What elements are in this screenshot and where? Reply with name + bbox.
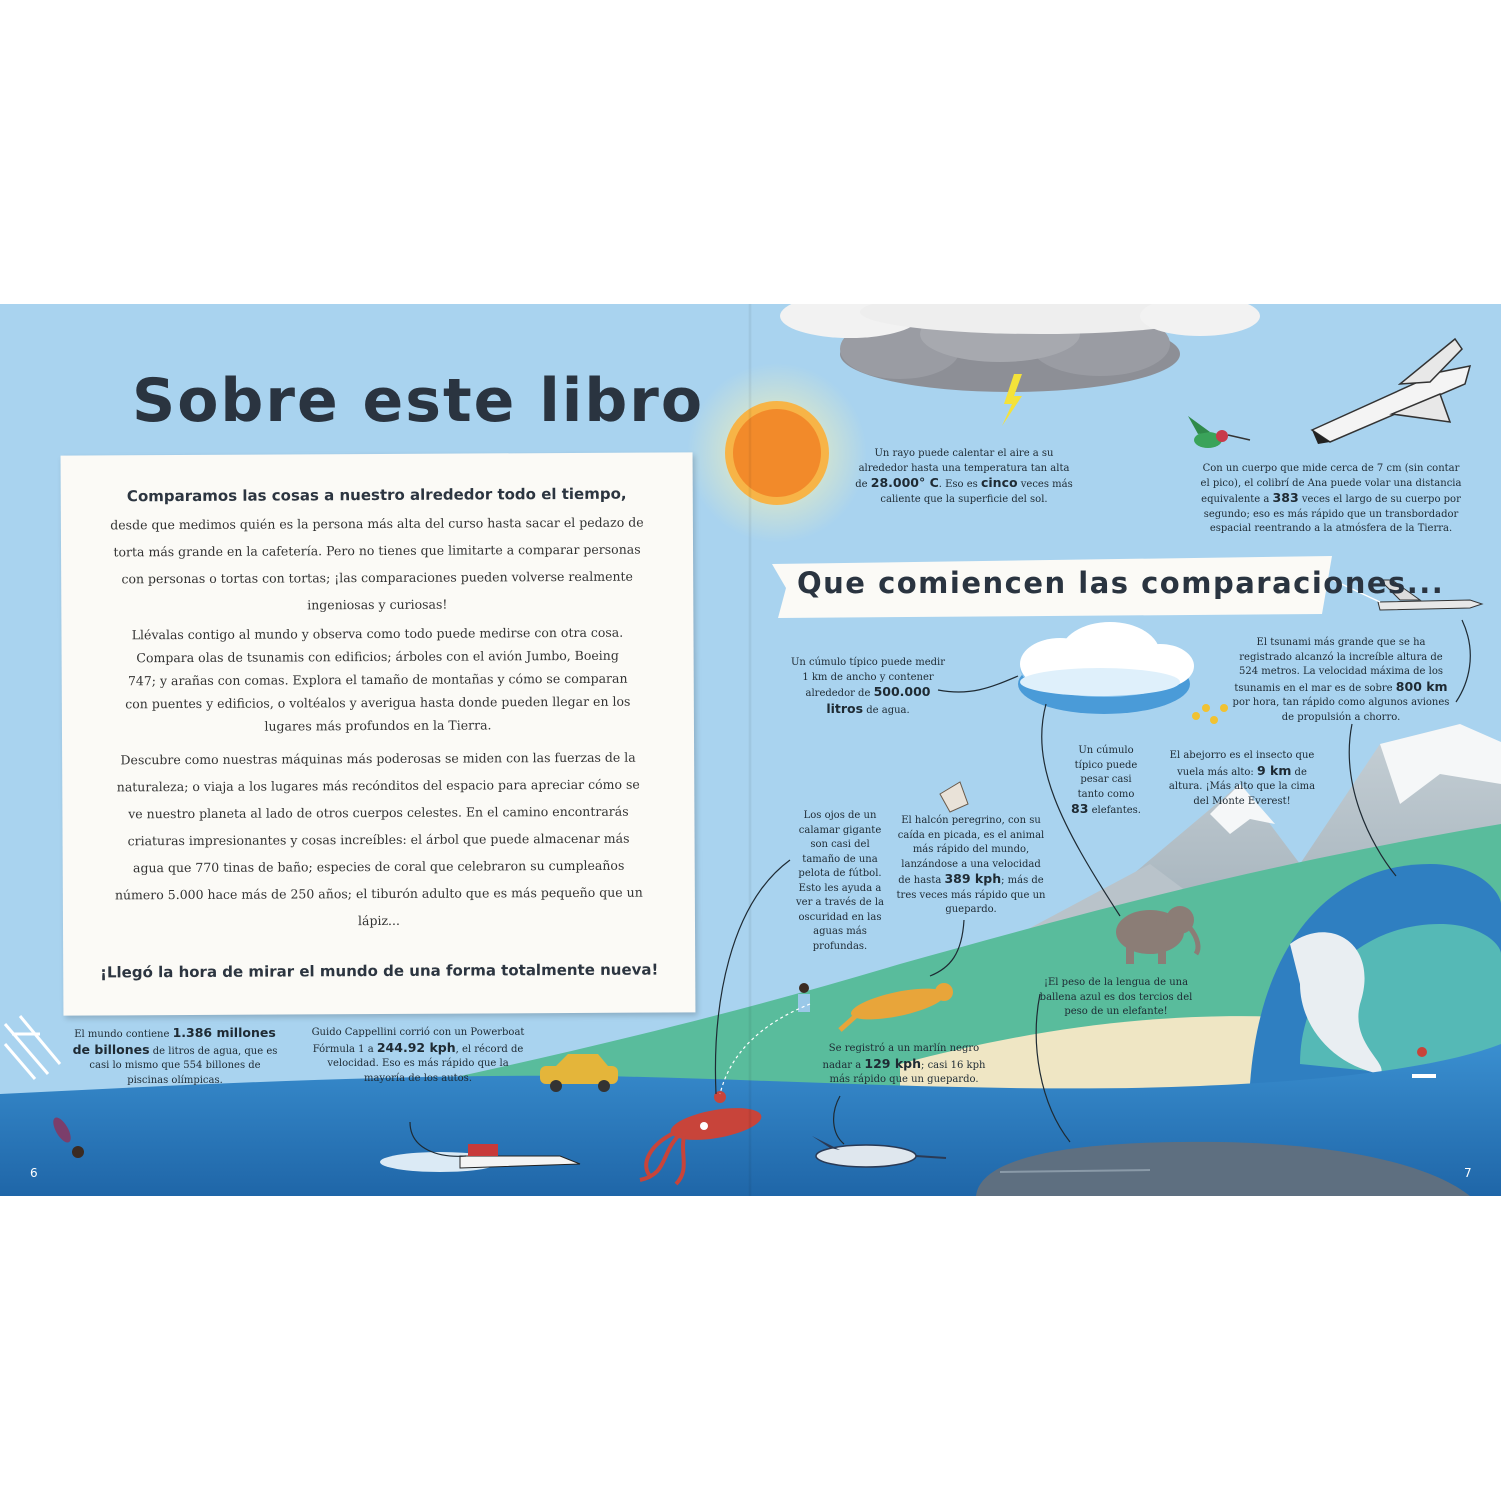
page-number-left: 6 xyxy=(30,1166,38,1180)
powerboat-fact-text-a: Guido Cappellini corrió con un Powerboat Fórmula 1 a xyxy=(311,1027,525,1055)
intro-paragraph-3: Descubre como nuestras máquinas más poderosas se miden con las fuerzas de la naturaleza; o viaja a los lugares más recónditos del espacio para apreciar cómo se ve nuestro planeta al lado de otros cuerpos celestes. En el camino encontrarás criaturas impresionantes y cosas increíbles: el árbol que puede almacenar más agua que 770 tinas de baño; especies de coral que celebraron su cumpleaños número 5.000 hace más de 250 años; el tiburón adulto que es más pequeño que un lápiz... xyxy=(114,749,643,929)
cumulus-weight-highlight: 83 xyxy=(1071,801,1089,816)
tsunami-text-b: por hora, tan rápido como algunos aviones de propulsión a chorro. xyxy=(1232,697,1450,723)
water-fact xyxy=(70,1026,280,1088)
pool-ladder-icon xyxy=(5,1016,60,1079)
space-shuttle-icon xyxy=(1312,339,1470,444)
intro-paragraph-2: Llévalas contigo al mundo y observa como todo puede medirse con otra cosa. Compara olas de tsunamis con edificios; árboles con el avión Jumbo, Boeing 747; y arañas con comas. Explora el tamaño de montañas y cómo se comparan con puentes y edificios, o voltéalos y averigua hasta donde pueden llegar en los lugares más profundos en la Tierra. xyxy=(125,624,631,734)
intro-lead: Comparamos las cosas a nuestro alrededor todo el tiempo, xyxy=(126,484,627,506)
cumulus-cloud-icon xyxy=(1018,622,1194,714)
lightning-highlight-temp: 28.000° C xyxy=(870,475,939,490)
cumulus-size-fact xyxy=(790,656,946,718)
cumulus-size-highlight: 500.000 litros xyxy=(826,684,931,716)
tsunami-fact xyxy=(1232,636,1450,725)
lightning-text-b: . Eso es xyxy=(938,479,981,490)
hummingbird-icon xyxy=(1188,416,1250,448)
lightning-highlight-times: cinco xyxy=(980,475,1018,490)
hummingbird-highlight: 383 xyxy=(1272,490,1299,505)
bumblebee-text-a: El abejorro es el insecto que vuela más alto: xyxy=(1169,750,1315,778)
tsunami-text-a: El tsunami más grande que se ha registrado alcanzó la increíble altura de 524 metros. La velocidad máxima de los tsunamis en el mar es de sobre xyxy=(1234,637,1444,694)
intro-paragraph-1: desde que medimos quién es la persona más alta del curso hasta sacar el pedazo de torta más grande en la cafetería. Pero no tienes que limitarte a comparar personas con personas o tortas con tortas; ¡las comparaciones pueden volverse realmente ingeniosas y curiosas! xyxy=(110,514,644,613)
water-fact-text-b: de litros de agua, que es casi lo mismo que 554 billones de piscinas olímpicas. xyxy=(89,1045,278,1086)
hummingbird-fact xyxy=(1200,462,1462,537)
bumblebee-text-b: de altura. ¡Más alto que la cima del Monte Everest! xyxy=(1168,766,1316,807)
squid-fact: Los ojos de un calamar gigante son casi del tamaño de una pelota de fútbol. Esto les ayuda a ver a través de la oscuridad en las aguas más profundas. xyxy=(796,810,884,952)
marlin-highlight: 129 kph xyxy=(864,1055,922,1071)
falcon-icon xyxy=(940,782,968,812)
cumulus-weight-text-b: elefantes. xyxy=(1088,805,1141,816)
football-player-icon xyxy=(798,983,810,1012)
falcon-text-a: El halcón peregrino, con su caída en picada, es el animal más rápido del mundo, lanzándose a una velocidad de hasta xyxy=(897,815,1045,886)
cumulus-weight-text-a: Un cúmulo típico puede pesar casi tanto como xyxy=(1074,745,1138,800)
hummingbird-text-a: Con un cuerpo que mide cerca de 7 cm (sin contar el pico), el colibrí de Ana puede volar una distancia equivalente a xyxy=(1200,463,1462,505)
bumblebee-fact xyxy=(1166,749,1318,809)
powerboat-fact xyxy=(306,1026,530,1086)
cumulus-size-text-b: de agua. xyxy=(863,704,910,716)
book-gutter xyxy=(748,304,752,1196)
bumblebee-highlight: 9 km xyxy=(1256,762,1292,778)
sun-icon xyxy=(729,405,825,501)
falcon-highlight: 389 kph xyxy=(944,871,1002,886)
marlin-text-b: ; casi 16 kph más rápido que un guepardo. xyxy=(829,1059,986,1085)
falcon-fact xyxy=(896,814,1046,918)
tsunami-highlight: 800 km xyxy=(1395,678,1448,694)
water-fact-highlight: 1.386 millones de billones xyxy=(72,1025,276,1057)
page-title: Sobre este libro xyxy=(132,366,705,436)
hummingbird-text-b: veces el largo de su cuerpo por segundo; eso es más rápido que un transbordador espacial reentrando a la atmósfera de la Tierra. xyxy=(1203,494,1461,534)
lightning-text-c: veces más caliente que la superficie del sol. xyxy=(880,479,1073,505)
water-fact-text-a: El mundo contiene xyxy=(74,1029,173,1040)
lightning-fact xyxy=(852,447,1076,507)
book-spread xyxy=(0,304,1501,1196)
bumblebee-icon xyxy=(1192,704,1228,724)
lightning-text-a: Un rayo puede calentar el aire a su alrededor hasta una temperatura tan alta de xyxy=(855,448,1070,490)
powerboat-fact-text-b: , el récord de velocidad. Eso es más rápido que la mayoría de los autos. xyxy=(327,1043,524,1084)
marlin-text-a: Se registró a un marlín negro nadar a xyxy=(822,1043,980,1071)
marlin-fact xyxy=(822,1042,986,1088)
powerboat-fact-highlight: 244.92 kph xyxy=(376,1039,456,1055)
intro-paper-card xyxy=(61,452,696,1015)
falcon-text-b: ; más de tres veces más rápido que un guepardo. xyxy=(896,875,1046,915)
cumulus-weight-fact xyxy=(1070,744,1142,819)
page-number-right: 7 xyxy=(1464,1166,1472,1180)
intro-closing-line: ¡Llegó la hora de mirar el mundo de una forma totalmente nueva! xyxy=(100,960,659,982)
banner-title: Que comiencen las comparaciones... xyxy=(797,566,1445,600)
cumulus-size-text-a: Un cúmulo típico puede medir 1 km de ancho y contener alrededor de xyxy=(790,657,946,699)
blue-whale-fact: ¡El peso de la lengua de una ballena azul es dos tercios del peso de un elefante! xyxy=(1039,977,1193,1017)
